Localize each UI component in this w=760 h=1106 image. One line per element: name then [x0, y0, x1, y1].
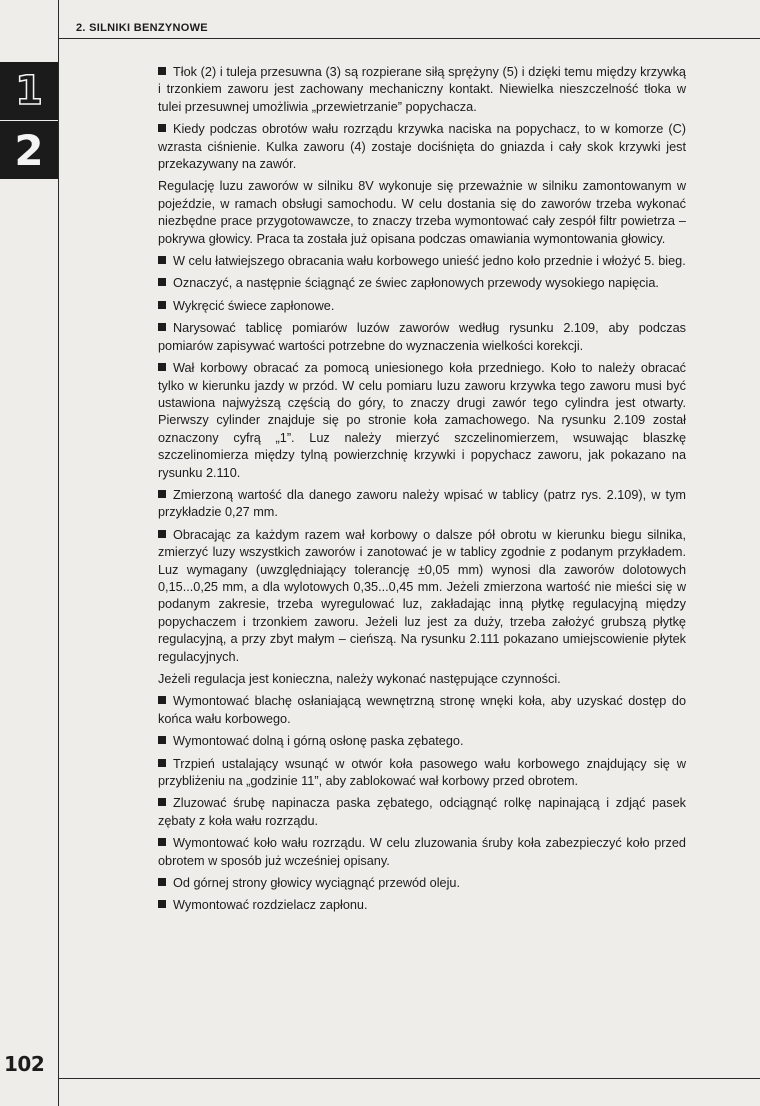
paragraph-text: Wykręcić świece zapłonowe. [173, 298, 335, 313]
chapter-tab-2: 2 [0, 121, 58, 179]
bullet-paragraph [158, 875, 686, 892]
square-bullet-icon [158, 736, 166, 744]
running-header: 2. SILNIKI BENZYNOWE [76, 22, 208, 34]
paragraph-text: Wymontować koło wału rozrządu. W celu zluzowania śruby koła zabezpieczyć koło przed obrotem w sposób już wcześniej opisany. [158, 836, 686, 868]
square-bullet-icon [158, 67, 166, 75]
square-bullet-icon [158, 838, 166, 846]
paragraph-text: Jeżeli regulacja jest konieczna, należy wykonać następujące czynności. [158, 672, 561, 686]
paragraph-text: Od górnej strony głowicy wyciągnąć przewód oleju. [173, 876, 461, 891]
bullet-paragraph [158, 360, 686, 482]
bullet-paragraph [158, 253, 686, 270]
paragraph-text: Wymontować dolną i górną osłonę paska zębatego. [173, 734, 464, 749]
paragraph-text: Wał korbowy obracać za pomocą uniesionego koła przedniego. Koło to należy obracać tylko w kierunku jazdy w przód. W celu pomiaru luzu zaworu krzywka tego zaworu musi być ustawiona najwyższą częścią do góry, to znaczy drugi zawór tego cylindra jest otwarty. Pierwszy cylinder znajduje się po stronie koła zamachowego. Na rysunku 2.109 został oznaczony cyfrą „1”. Luz należy mierzyć szczelinomierzem, wsuwając blaszkę szczelinomierza między tylną powierzchnię krzywki i popychacz zaworu, jak pokazano na rysunku 2.110. [158, 361, 686, 480]
page-number: 102 [4, 1052, 45, 1076]
bullet-paragraph [158, 527, 686, 666]
paragraph-text: Trzpień ustalający wsunąć w otwór koła pasowego wału korbowego znajdujący się w przybliżeniu na „godzinie 11”, aby zablokować wał korbowy przed obrotem. [158, 756, 686, 789]
bullet-paragraph [158, 795, 686, 830]
bullet-paragraph [158, 693, 686, 728]
square-bullet-icon [158, 301, 166, 309]
square-bullet-icon [158, 530, 166, 538]
bullet-paragraph [158, 487, 686, 522]
header-rule [58, 38, 760, 39]
paragraph [158, 178, 686, 248]
left-margin-rule [58, 0, 59, 1106]
square-bullet-icon [158, 278, 166, 286]
paragraph-text: Tłok (2) i tuleja przesuwna (3) są rozpierane siłą sprężyny (5) i dzięki temu między krzywką i trzonkiem zaworu jest zachowany mechaniczny kontakt. Niewielka nieszczelność tłoka w tulei przesuwnej umożliwia „przewietrzanie” popychacza. [158, 65, 686, 114]
paragraph [158, 671, 686, 688]
bullet-paragraph [158, 835, 686, 870]
paragraph-text: Narysować tablicę pomiarów luzów zaworów według rysunku 2.109, aby podczas pomiarów zapisywać wartości potrzebne do wyznaczenia wielkości korekcji. [158, 321, 686, 353]
square-bullet-icon [158, 759, 166, 767]
square-bullet-icon [158, 256, 166, 264]
paragraph-text: W celu łatwiejszego obracania wału korbowego unieść jedno koło przednie i włożyć 5. bieg. [173, 254, 686, 269]
square-bullet-icon [158, 124, 166, 132]
bullet-paragraph [158, 756, 686, 791]
paragraph-text: Regulację luzu zaworów w silniku 8V wykonuje się przeważnie w silniku zamontowanym w pojeździe, w ramach obsługi samochodu. W celu dostania się do zaworów trzeba wykonać niezbędne prace przygotowawcze, to znaczy trzeba wymontować cały zespół filtr powietrza – pokrywa głowicy. Praca ta została już opisana podczas omawiania wymontowania głowicy. [158, 179, 686, 246]
square-bullet-icon [158, 323, 166, 331]
square-bullet-icon [158, 696, 166, 704]
bullet-paragraph [158, 298, 686, 315]
bullet-paragraph [158, 320, 686, 355]
paragraph-text: Oznaczyć, a następnie ściągnąć ze świec zapłonowych przewody wysokiego napięcia. [173, 276, 659, 291]
paragraph-text: Zluzować śrubę napinacza paska zębatego, odciągnąć rolkę napinającą i zdjąć pasek zębaty z koła wału rozrządu. [158, 796, 686, 828]
bullet-paragraph [158, 121, 686, 173]
footer-rule [58, 1078, 760, 1079]
paragraph-text: Obracając za każdym razem wał korbowy o dalsze pół obrotu w kierunku biegu silnika, zmierzyć luzy wszystkich zaworów i zanotować je w tablicy zgodnie z podanym przykładem. Luz wymagany (uwzględniający tolerancję ±0,05 mm) wynosi dla zaworów dolotowych 0,15...0,25 mm, a dla wylotowych 0,35...0,45 mm. Jeżeli zmierzona wartość nie mieści się w podanym zakresie, trzeba wyregulować luz, zakładając inną płytkę regulacyjną między popychaczem i trzonkiem zaworu. Jeżeli luz jest za duży, trzeba założyć grubszą płytkę regulacyjną, a przy zbyt małym – cieńszą. Na rysunku 2.111 pokazano umiejscowienie płytek regulacyjnych. [158, 527, 686, 664]
paragraph-text: Wymontować rozdzielacz zapłonu. [173, 898, 368, 913]
square-bullet-icon [158, 490, 166, 498]
chapter-tab-1: 1 [0, 62, 58, 120]
square-bullet-icon [158, 900, 166, 908]
square-bullet-icon [158, 878, 166, 886]
paragraph-text: Zmierzoną wartość dla danego zaworu należy wpisać w tablicy (patrz rys. 2.109), w tym przykładzie 0,27 mm. [158, 487, 686, 520]
paragraph-text: Kiedy podczas obrotów wału rozrządu krzywka naciska na popychacz, to w komorze (C) wzrasta ciśnienie. Kulka zaworu (4) zostaje dociśnięta do gniazda i cały skok krzywki jest przekazywany na zawór. [158, 122, 686, 172]
body-text [158, 64, 686, 920]
bullet-paragraph [158, 64, 686, 116]
square-bullet-icon [158, 363, 166, 371]
bullet-paragraph [158, 897, 686, 914]
paragraph-text: Wymontować blachę osłaniającą wewnętrzną stronę wnęki koła, aby uzyskać dostęp do końca wału korbowego. [158, 694, 686, 726]
bullet-paragraph [158, 733, 686, 750]
bullet-paragraph [158, 275, 686, 292]
square-bullet-icon [158, 798, 166, 806]
